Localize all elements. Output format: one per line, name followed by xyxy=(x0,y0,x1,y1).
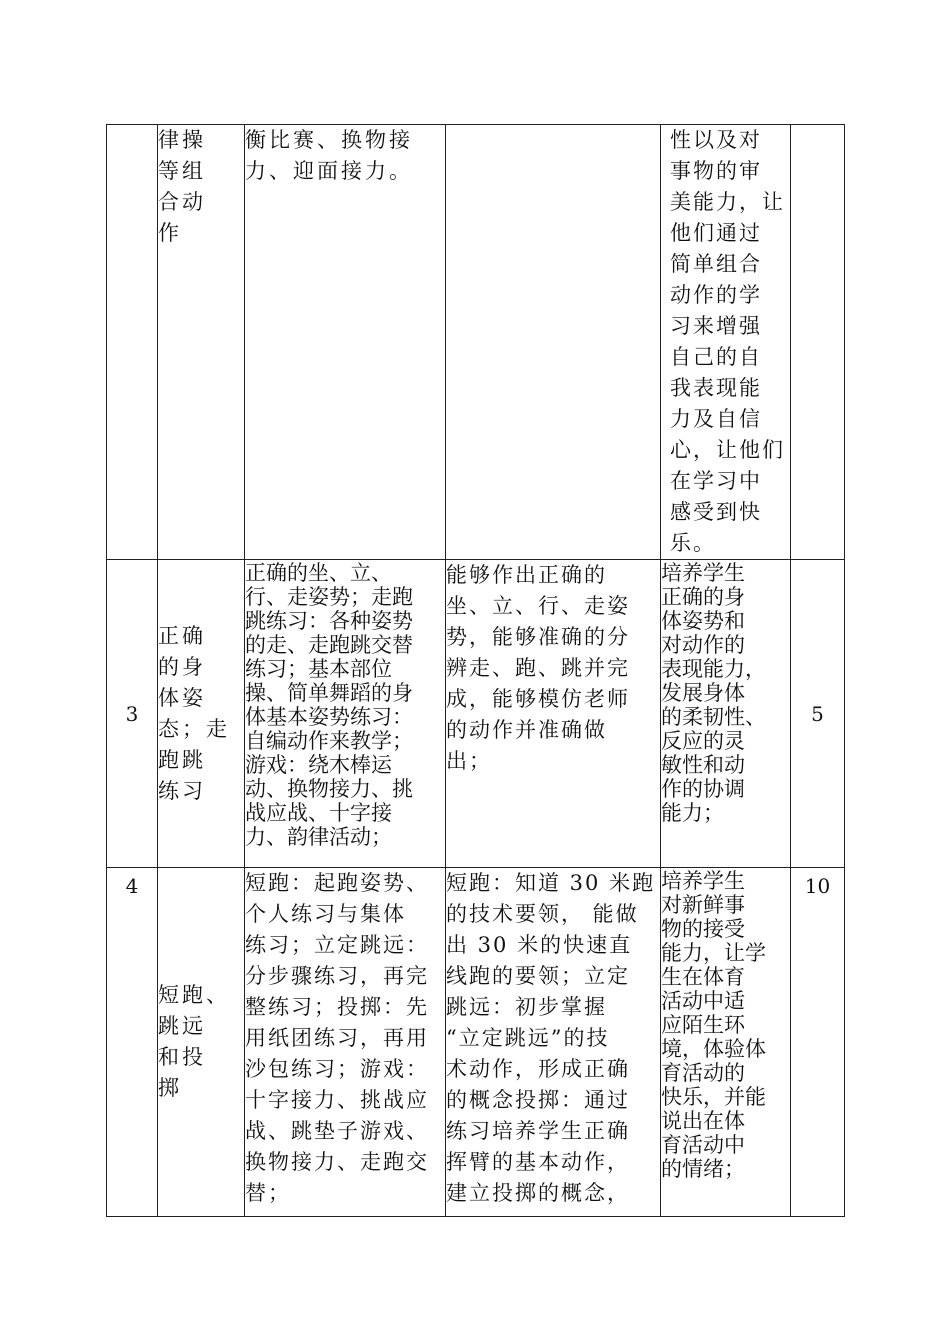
hours-cell: 5 xyxy=(791,560,845,868)
unit-cell: 正确 的身 体姿 态；走 跑跳 练习 xyxy=(158,560,245,868)
value-cell: 培养学生 对新鲜事 物的接受 能力，让学 生在体育 活动中适 应陌生环 境，体验体 育活动的 快乐，并能 说出在体 育活动中 的情绪； xyxy=(661,868,791,1217)
goal-cell: 短跑：知道 30 米跑 的技术要领， 能做 出 30 米的快速直 线跑的要领；立定 跳远：初步掌握 “立定跳远”的技 术动作，形成正确 的概念投掷：通过 练习培养学生正确 挥臂的基本动作， 建立投掷的概念， xyxy=(446,868,661,1217)
lesson-number-cell xyxy=(107,125,158,560)
lesson-number-cell: 3 xyxy=(107,560,158,868)
goal-cell: 能够作出正确的 坐、立、行、走姿 势，能够准确的分 辨走、跑、跳并完 成，能够模仿老师 的动作并准确做 出； xyxy=(446,560,661,868)
goal-cell xyxy=(446,125,661,560)
content-cell: 短跑：起跑姿势、 个人练习与集体 练习；立定跳远： 分步骤练习，再完 整练习；投掷：先 用纸团练习，再用 沙包练习；游戏： 十字接力、挑战应 战、跳垫子游戏、 换物接力、走跑交 替； xyxy=(245,868,446,1217)
table-row xyxy=(107,868,845,1217)
table-row xyxy=(107,125,845,560)
content-cell: 衡比赛、换物接 力、迎面接力。 xyxy=(245,125,446,560)
hours-cell: 10 xyxy=(791,868,845,1217)
value-cell: 培养学生 正确的身 体姿势和 对动作的 表现能力， 发展身体 的柔韧性、 反应的灵 敏性和动 作的协调 能力； xyxy=(661,560,791,868)
unit-cell: 短跑、 跳远 和投 掷 xyxy=(158,868,245,1217)
value-cell: 性以及对 事物的审 美能力，让 他们通过 简单组合 动作的学 习来增强 自己的自 我表现能 力及自信 心，让他们 在学习中 感受到快 乐。 xyxy=(661,125,791,560)
teaching-plan-table xyxy=(106,124,845,1217)
lesson-number-cell: 4 xyxy=(107,868,158,1217)
unit-cell: 律操 等组 合动 作 xyxy=(158,125,245,560)
table-row xyxy=(107,560,845,868)
hours-cell xyxy=(791,125,845,560)
content-cell: 正确的坐、立、 行、走姿势；走跑 跳练习：各种姿势 的走、走跑跳交替 练习；基本部位 操、简单舞蹈的身 体基本姿势练习： 自编动作来教学； 游戏：绕木棒运 动、换物接力、挑 战应战、十字接 力、韵律活动； xyxy=(245,560,446,868)
